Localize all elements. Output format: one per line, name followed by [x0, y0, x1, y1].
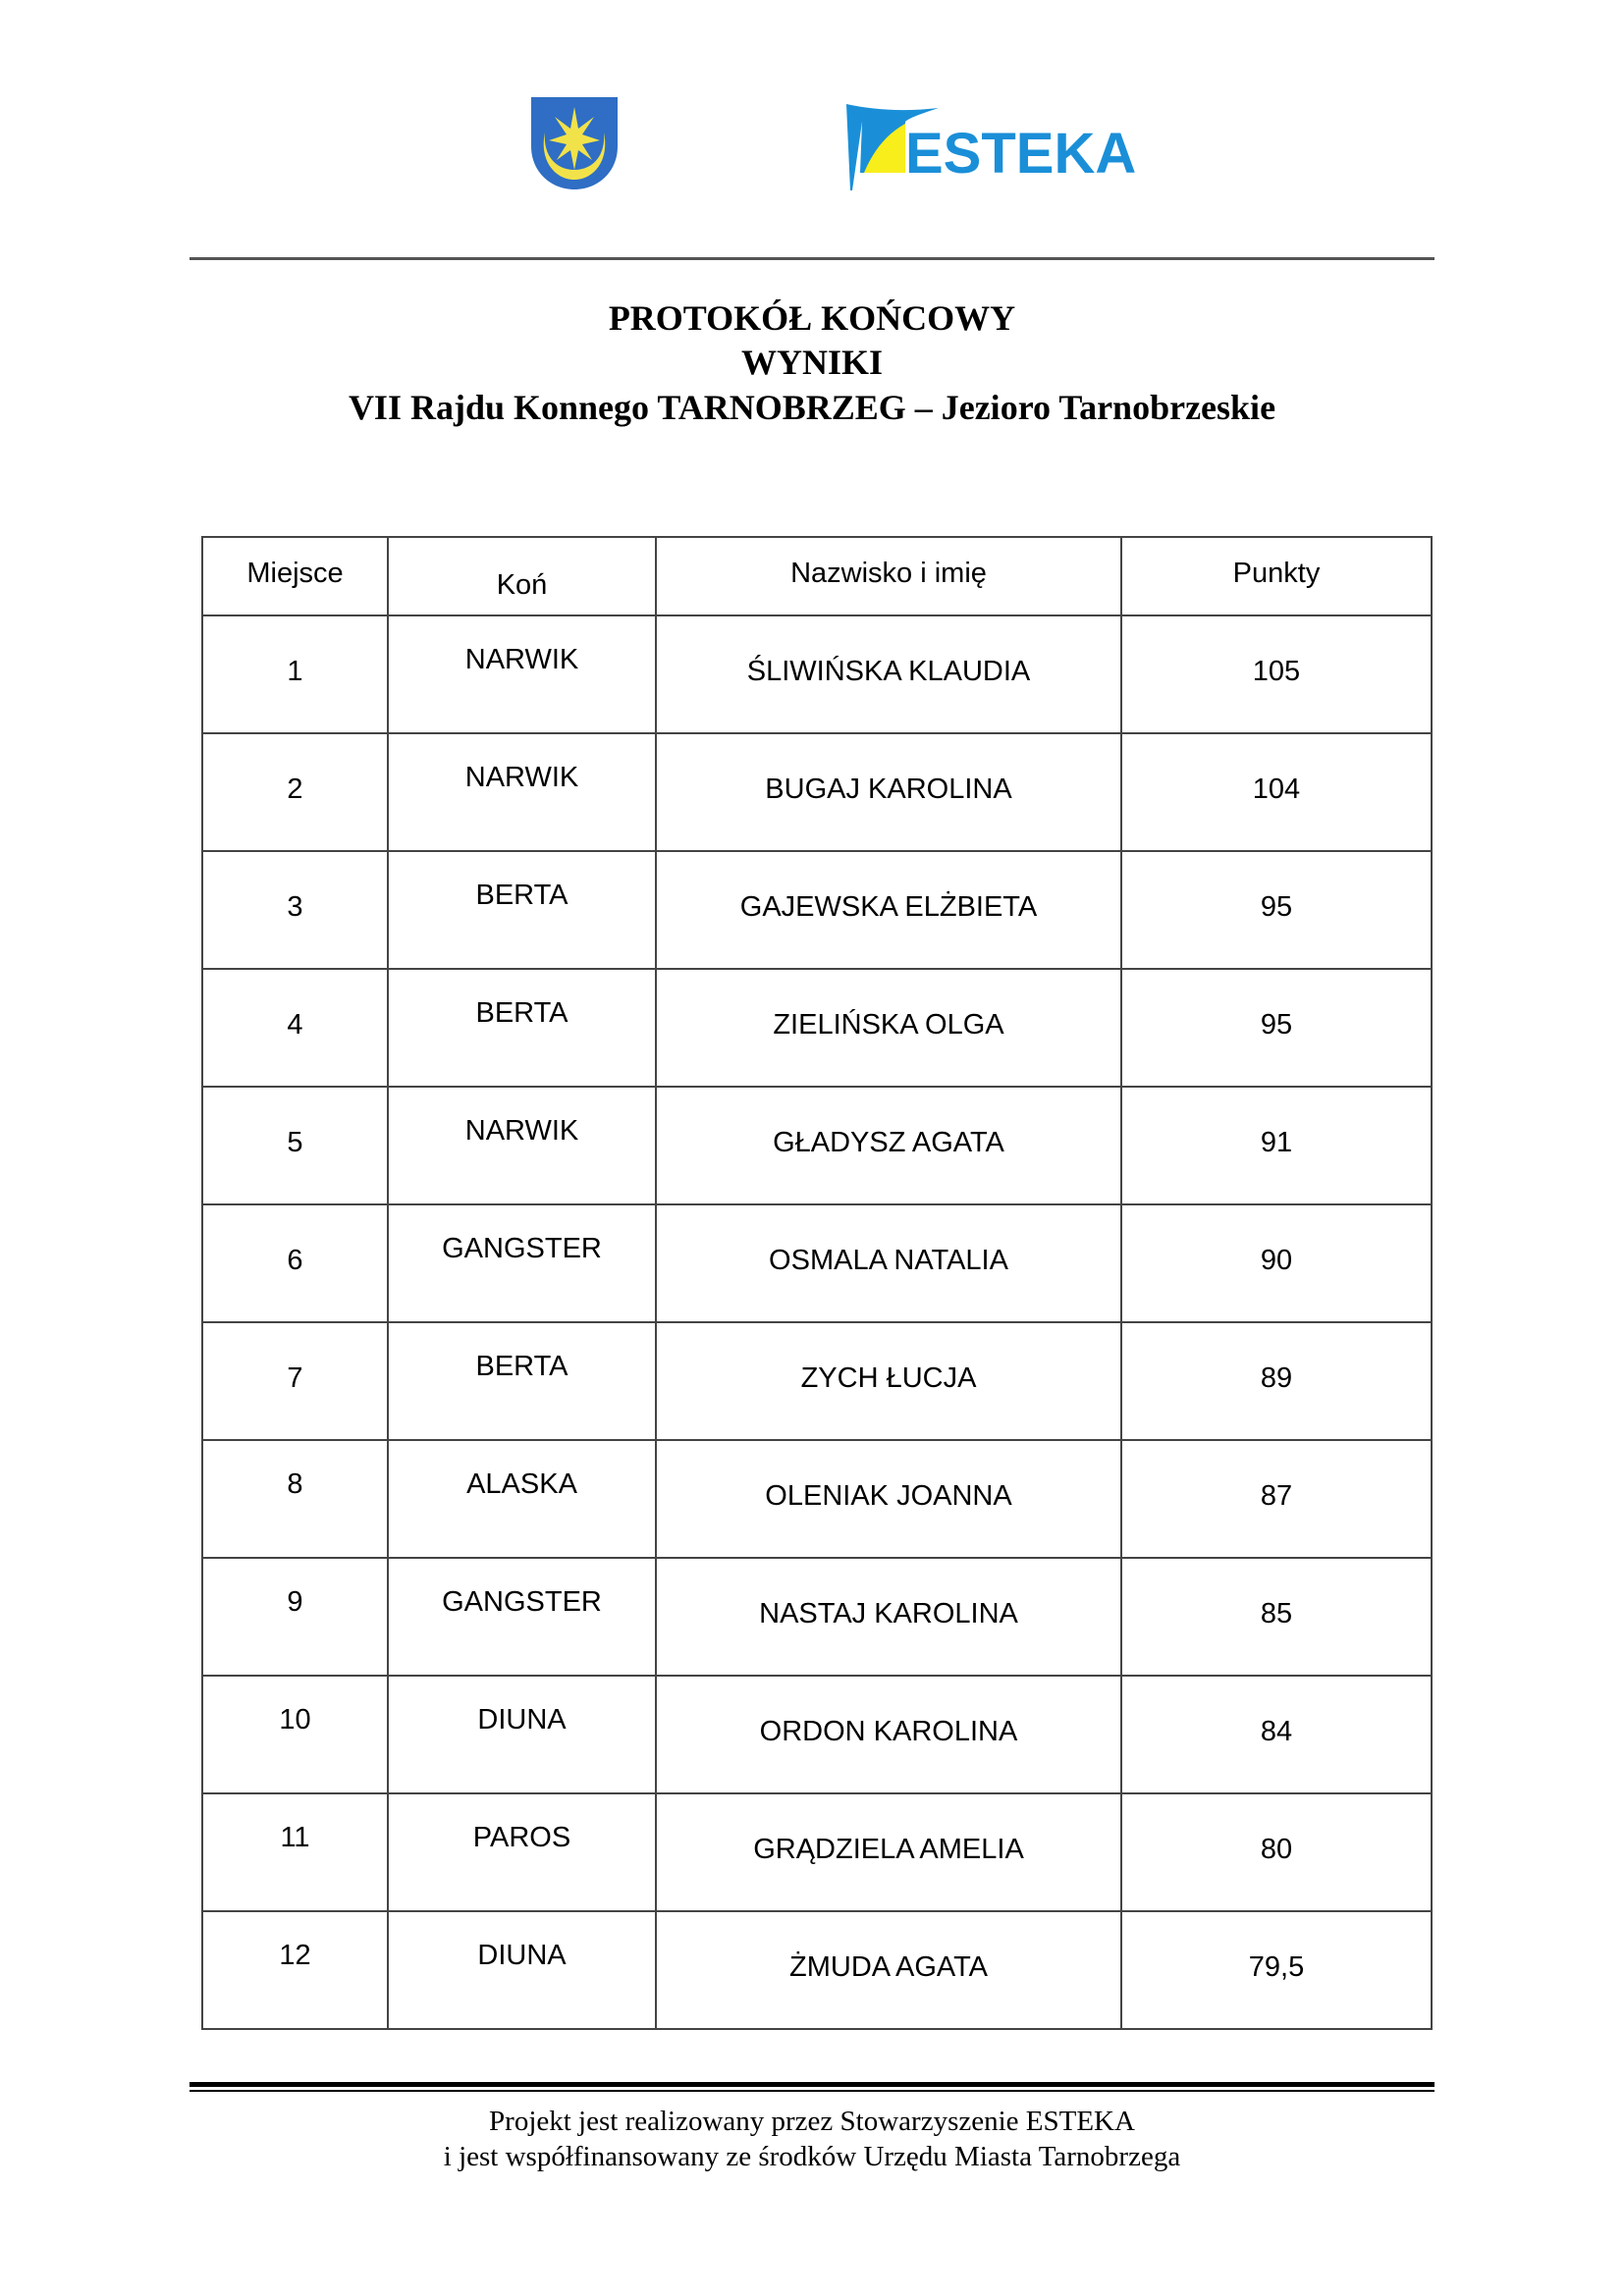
table-row — [202, 1322, 1432, 1440]
cell-name — [656, 733, 1121, 851]
column-header-place — [202, 537, 388, 615]
table-row — [202, 1558, 1432, 1676]
cell-place-text: 10 — [279, 1704, 311, 1735]
cell-place-text: 9 — [287, 1586, 303, 1618]
table-row — [202, 1793, 1432, 1911]
cell-name — [656, 1440, 1121, 1558]
table-header-row — [202, 537, 1432, 615]
cell-place-text: 8 — [287, 1468, 303, 1500]
cell-place-text: 4 — [287, 1009, 303, 1041]
cell-horse — [388, 1676, 656, 1793]
cell-points — [1121, 615, 1432, 733]
cell-place — [202, 969, 388, 1087]
cell-horse — [388, 1322, 656, 1440]
footer-divider-thin — [189, 2090, 1435, 2092]
cell-points — [1121, 1322, 1432, 1440]
esteka-logo-text: ESTEKA — [905, 122, 1137, 186]
cell-horse-text: GANGSTER — [442, 1233, 602, 1264]
footer-line-1: Projekt jest realizowany przez Stowarzyszenie ESTEKA — [489, 2106, 1135, 2137]
table-row — [202, 1440, 1432, 1558]
cell-name — [656, 1322, 1121, 1440]
column-header-points — [1121, 537, 1432, 615]
cell-place — [202, 733, 388, 851]
cell-horse-text: BERTA — [475, 880, 568, 911]
cell-name-text: GAJEWSKA ELŻBIETA — [739, 891, 1038, 923]
cell-horse — [388, 1087, 656, 1204]
cell-points — [1121, 969, 1432, 1087]
table-row — [202, 1204, 1432, 1322]
cell-name-text: GŁADYSZ AGATA — [773, 1127, 1004, 1158]
cell-name-text: ZYCH ŁUCJA — [800, 1362, 977, 1394]
cell-horse — [388, 615, 656, 733]
cell-name — [656, 615, 1121, 733]
cell-place-text: 11 — [280, 1822, 310, 1853]
cell-horse — [388, 733, 656, 851]
cell-horse — [388, 969, 656, 1087]
cell-name-text: ORDON KAROLINA — [759, 1716, 1018, 1747]
table-row — [202, 1087, 1432, 1204]
cell-points — [1121, 1793, 1432, 1911]
cell-horse-text: PAROS — [472, 1822, 571, 1853]
cell-horse — [388, 1204, 656, 1322]
cell-points — [1121, 1558, 1432, 1676]
cell-place-text: 1 — [287, 656, 303, 687]
cell-name — [656, 1676, 1121, 1793]
cell-place-text: 6 — [287, 1245, 303, 1276]
cell-name — [656, 1911, 1121, 2029]
cell-horse-text: ALASKA — [466, 1468, 577, 1500]
cell-points — [1121, 1911, 1432, 2029]
cell-place — [202, 1676, 388, 1793]
cell-horse-text: BERTA — [475, 1351, 568, 1382]
column-header-name — [656, 537, 1121, 615]
cell-horse — [388, 1558, 656, 1676]
esteka-logo — [844, 102, 1137, 192]
cell-points-text: 91 — [1260, 1127, 1293, 1158]
table-row — [202, 969, 1432, 1087]
cell-horse-text: NARWIK — [464, 762, 579, 793]
cell-name-text: OLENIAK JOANNA — [765, 1480, 1012, 1512]
cell-place — [202, 1440, 388, 1558]
footer-line-2: i jest współfinansowany ze środków Urzędu Miasta Tarnobrzega — [443, 2141, 1181, 2172]
cell-place — [202, 1558, 388, 1676]
cell-horse — [388, 1793, 656, 1911]
column-header-label: Koń — [496, 569, 548, 601]
header-divider — [189, 257, 1435, 260]
column-header-label: Nazwisko i imię — [790, 558, 987, 589]
table-row — [202, 851, 1432, 969]
table-row — [202, 733, 1432, 851]
cell-horse — [388, 1440, 656, 1558]
cell-horse — [388, 1911, 656, 2029]
cell-points — [1121, 733, 1432, 851]
cell-name-text: ŻMUDA AGATA — [789, 1951, 988, 1983]
cell-place-text: 3 — [287, 891, 303, 923]
cell-place — [202, 851, 388, 969]
cell-place — [202, 1087, 388, 1204]
cell-name — [656, 1793, 1121, 1911]
cell-horse-text: NARWIK — [464, 1115, 579, 1147]
cell-place — [202, 1911, 388, 2029]
cell-place — [202, 1322, 388, 1440]
cell-name-text: ZIELIŃSKA OLGA — [773, 1009, 1004, 1041]
cell-place — [202, 1204, 388, 1322]
cell-name — [656, 1087, 1121, 1204]
cell-place-text: 7 — [287, 1362, 303, 1394]
cell-name — [656, 1204, 1121, 1322]
tarnobrzeg-crest-logo — [529, 95, 620, 191]
cell-points — [1121, 1204, 1432, 1322]
cell-points — [1121, 851, 1432, 969]
cell-points — [1121, 1440, 1432, 1558]
footer-divider-thick — [189, 2082, 1435, 2087]
cell-name-text: OSMALA NATALIA — [769, 1245, 1008, 1276]
cell-horse-text: NARWIK — [464, 644, 579, 675]
cell-name-text: GRĄDZIELA AMELIA — [753, 1834, 1024, 1865]
cell-name — [656, 969, 1121, 1087]
cell-points-text: 95 — [1260, 1009, 1293, 1041]
document-subtitle: WYNIKI — [740, 343, 884, 382]
table-row — [202, 1676, 1432, 1793]
cell-horse-text: DIUNA — [477, 1940, 567, 1971]
cell-place-text: 12 — [279, 1940, 311, 1971]
event-title: VII Rajdu Konnego TARNOBRZEG – Jezioro Tarnobrzeskie — [348, 388, 1276, 427]
cell-points-text: 87 — [1260, 1480, 1293, 1512]
cell-horse-text: GANGSTER — [442, 1586, 602, 1618]
cell-points-text: 95 — [1260, 891, 1293, 923]
cell-points-text: 84 — [1260, 1716, 1293, 1747]
cell-points — [1121, 1676, 1432, 1793]
column-header-label: Miejsce — [246, 558, 344, 589]
results-table — [201, 536, 1433, 2030]
cell-name-text: NASTAJ KAROLINA — [759, 1598, 1018, 1629]
cell-points — [1121, 1087, 1432, 1204]
cell-place-text: 2 — [287, 774, 303, 805]
cell-name — [656, 851, 1121, 969]
cell-horse — [388, 851, 656, 969]
cell-points-text: 80 — [1260, 1834, 1293, 1865]
cell-horse-text: BERTA — [475, 997, 568, 1029]
document-title: PROTOKÓŁ KOŃCOWY — [608, 298, 1016, 338]
cell-name-text: ŚLIWIŃSKA KLAUDIA — [746, 656, 1031, 687]
cell-place — [202, 1793, 388, 1911]
table-row — [202, 615, 1432, 733]
cell-points-text: 79,5 — [1248, 1951, 1305, 1983]
cell-name — [656, 1558, 1121, 1676]
cell-points-text: 105 — [1252, 656, 1301, 687]
cell-place — [202, 615, 388, 733]
cell-points-text: 89 — [1260, 1362, 1293, 1394]
table-row — [202, 1911, 1432, 2029]
cell-points-text: 90 — [1260, 1245, 1293, 1276]
column-header-horse — [388, 537, 656, 615]
column-header-label: Punkty — [1232, 558, 1321, 589]
cell-name-text: BUGAJ KAROLINA — [765, 774, 1012, 805]
cell-horse-text: DIUNA — [477, 1704, 567, 1735]
cell-points-text: 85 — [1260, 1598, 1293, 1629]
cell-place-text: 5 — [287, 1127, 303, 1158]
cell-points-text: 104 — [1252, 774, 1301, 805]
